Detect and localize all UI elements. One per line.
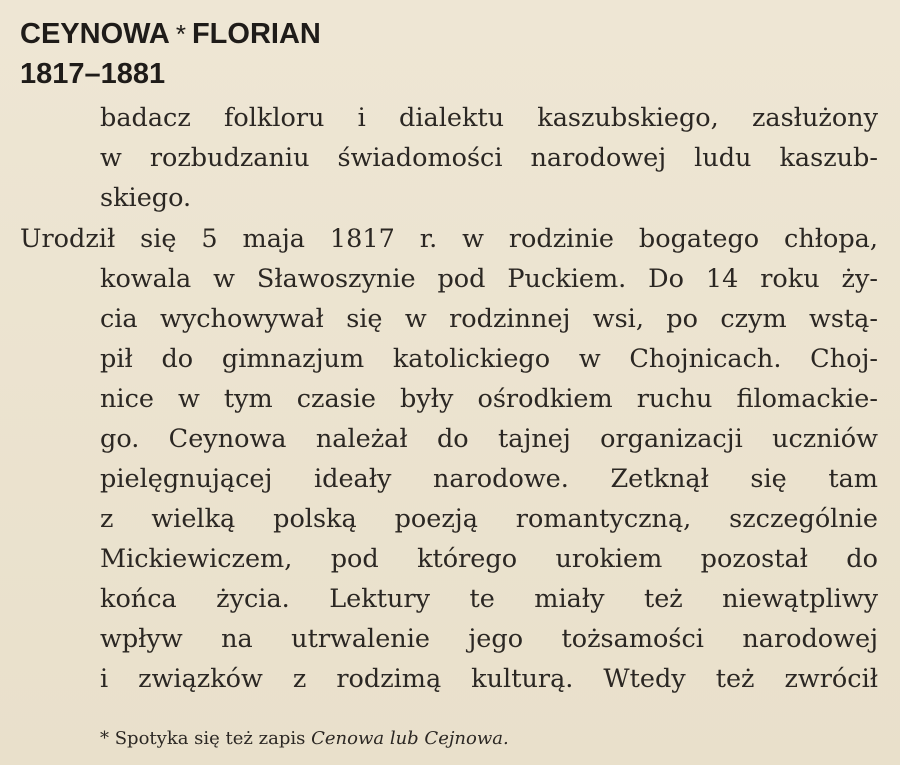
description-line: w rozbudzaniu świadomości narodowej ludu kaszub- xyxy=(100,143,878,173)
body-line: cia wychowywał się w rodzinnej wsi, po czym wstą- xyxy=(100,304,878,334)
body-line: wpływ na utrwalenie jego tożsamości narodowej xyxy=(100,624,878,654)
footnote-prefix: * Spotyka się też zapis xyxy=(100,728,312,749)
body-line: końca życia. Lektury te miały też niewątpliwy xyxy=(100,584,878,614)
body-line: go. Ceynowa należał do tajnej organizacji uczniów xyxy=(100,424,878,454)
footnote-variant-1: Cenowa xyxy=(311,728,385,749)
body-line: pił do gimnazjum katolickiego w Chojnicach. Choj- xyxy=(100,344,878,374)
body-line: i związków z rodzimą kulturą. Wtedy też zwrócił xyxy=(100,664,878,694)
body-line: z wielką polską poezją romantyczną, szczególnie xyxy=(100,504,878,534)
footnote-suffix: . xyxy=(503,728,509,749)
description-line: skiego. xyxy=(100,183,192,213)
body-line: Urodził się 5 maja 1817 r. w rodzinie bogatego chłopa, xyxy=(20,224,878,254)
footnote-variant-2: Cejnowa xyxy=(424,728,503,749)
body-line: Mickiewiczem, pod którego urokiem pozostał do xyxy=(100,544,878,574)
entry-name xyxy=(20,18,321,51)
given-name: FLORIAN xyxy=(191,18,321,50)
life-dates: 1817–1881 xyxy=(20,58,166,90)
body-line: kowala w Sławoszynie pod Puckiem. Do 14 roku ży- xyxy=(100,264,878,294)
footnote-connector: lub xyxy=(384,728,425,749)
footnote xyxy=(100,728,509,749)
surname: CEYNOWA xyxy=(20,18,170,50)
description-line: badacz folkloru i dialektu kaszubskiego, zasłużony xyxy=(100,103,878,133)
body-line: pielęgnującej ideały narodowe. Zetknął się tam xyxy=(100,464,878,494)
footnote-marker: * xyxy=(175,19,186,49)
body-line: nice w tym czasie były ośrodkiem ruchu filomackie- xyxy=(100,384,878,414)
